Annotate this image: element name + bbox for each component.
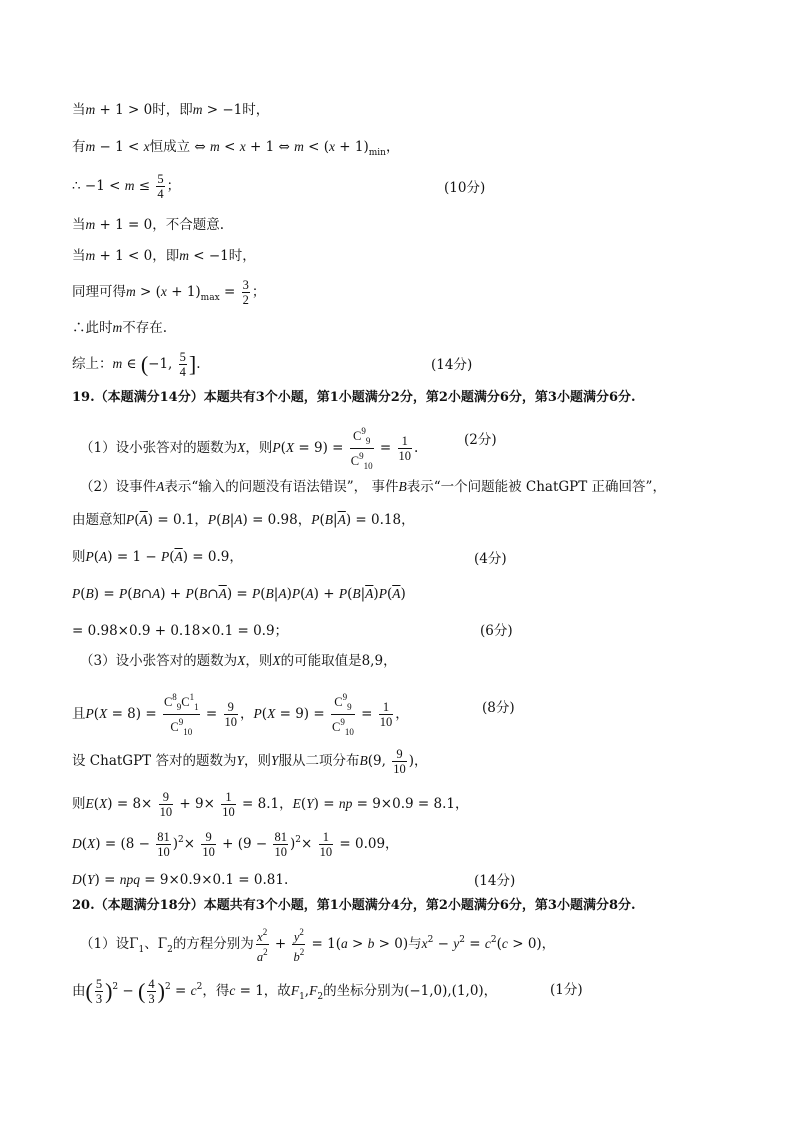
solution-line-15: = 0.98×0.9 + 0.18×0.1 = 0.9； [72,623,289,639]
solution-line-16: （3）设小张答对的题数为X，则X的可能取值是8,9， [80,653,397,669]
solution-line-8: 综上：m ∈ (−1, $\frac{5}{4}$ ]. [72,350,201,379]
solution-line-18: 设 ChatGPT 答对的题数为Y，则Y服从二项分布B(9, $\frac{9}{10}$ )， [72,747,428,776]
solution-line-17: 且P(X = 8) = $\frac{C^8_9C^1_1}{C^9_{10}}$ = $\frac{9}{10}$ ，P(X = 9) = $\frac{C^9_9}{C^9_{10}}$ = $\frac{1}{10}$ ， [72,692,409,737]
score-mark: (6分) [480,623,513,639]
solution-line-20: D(X) = (8 − $\frac{81}{10}$ )$^2$× $\frac{9}{10}$ + (9 − $\frac{81}{10}$ )$^2$× $\frac{1}{10}$ = 0.09， [72,830,399,859]
problem-20-header: 20.（本题满分18分）本题共有3个小题，第1小题满分4分，第2小题满分6分，第3小题满分8分. [72,898,636,913]
problem-19-header: 19.（本题满分14分）本题共有3个小题，第1小题满分2分，第2小题满分6分，第3小题满分6分. [72,390,636,405]
solution-line-4: 当m + 1 = 0，不合题意. [72,217,225,233]
score-mark: (10分) [444,180,486,196]
solution-line-7: ∴此时m不存在. [72,320,168,336]
score-mark: (2分) [464,432,497,448]
solution-line-3: ∴ −1 < m ≤ $\frac{5}{4}$ ； [72,172,181,201]
score-mark: (4分) [474,551,507,567]
solution-line-12: 由题意知$P(\overline{A}) = 0.1$，P(B|A) = 0.98，$P(B|\overline{A}) = 0.18$， [72,512,415,528]
solution-line-24: 由( $\frac{5}{3}$ )$^2$ − ( $\frac{4}{3}$ )$^2 = c^2$，得c = 1，故$F_1,F_2$的坐标分别为(−1,0),(1,0)， [72,977,498,1006]
solution-line-11: （2）设事件A表示“输入的问题没有语法错误”， 事件B表示“一个问题能被 ChatGPT 正确回答”， [80,479,666,495]
solution-line-13: 则$P(A) = 1 - P(\overline{A}) = 0.9$， [72,549,243,565]
solution-line-5: 当m + 1 < 0，即m < −1时， [72,248,256,264]
solution-line-23: （1）设$\Gamma_1$、$\Gamma_2$的方程分别为 $\frac{x^2}{a^2}$ + $\frac{y^2}{b^2}$ = 1(a > b > 0)与$x^2 - y^2 = c^2(c > 0)$， [80,927,556,964]
score-mark: (14分) [474,873,516,889]
score-mark: (8分) [482,700,515,716]
solution-line-6: 同理可得$m > (x + 1)_{max}$ = $\frac{3}{2}$ ； [72,278,266,307]
solution-line-19: 则E(X) = 8× $\frac{9}{10}$ + 9× $\frac{1}{10}$ = 8.1，E(Y) = np = 9×0.9 = 8.1， [72,790,469,819]
solution-line-2: 有m − 1 < x恒成立 ⇔ m < x + 1 ⇔ $m < (x + 1)_{min}$， [72,139,400,158]
score-mark: (14分) [431,357,473,373]
solution-line-10: （1）设小张答对的题数为X，则P(X = 9) = $\frac{C^9_9}{C^9_{10}}$ = $\frac{1}{10}$ . [80,426,419,471]
solution-line-14: P(B) = P(B∩A) + $P(B\cap\overline{A}) = P(B|A)P(A) + P(B|\overline{A})P(\overline{A})$ [72,586,406,602]
solution-line-1: 当m + 1 > 0时，即m > −1时， [72,102,270,118]
solution-line-21: D(Y) = npq = 9×0.9×0.1 = 0.81. [72,872,289,888]
score-mark: (1分) [550,982,583,998]
